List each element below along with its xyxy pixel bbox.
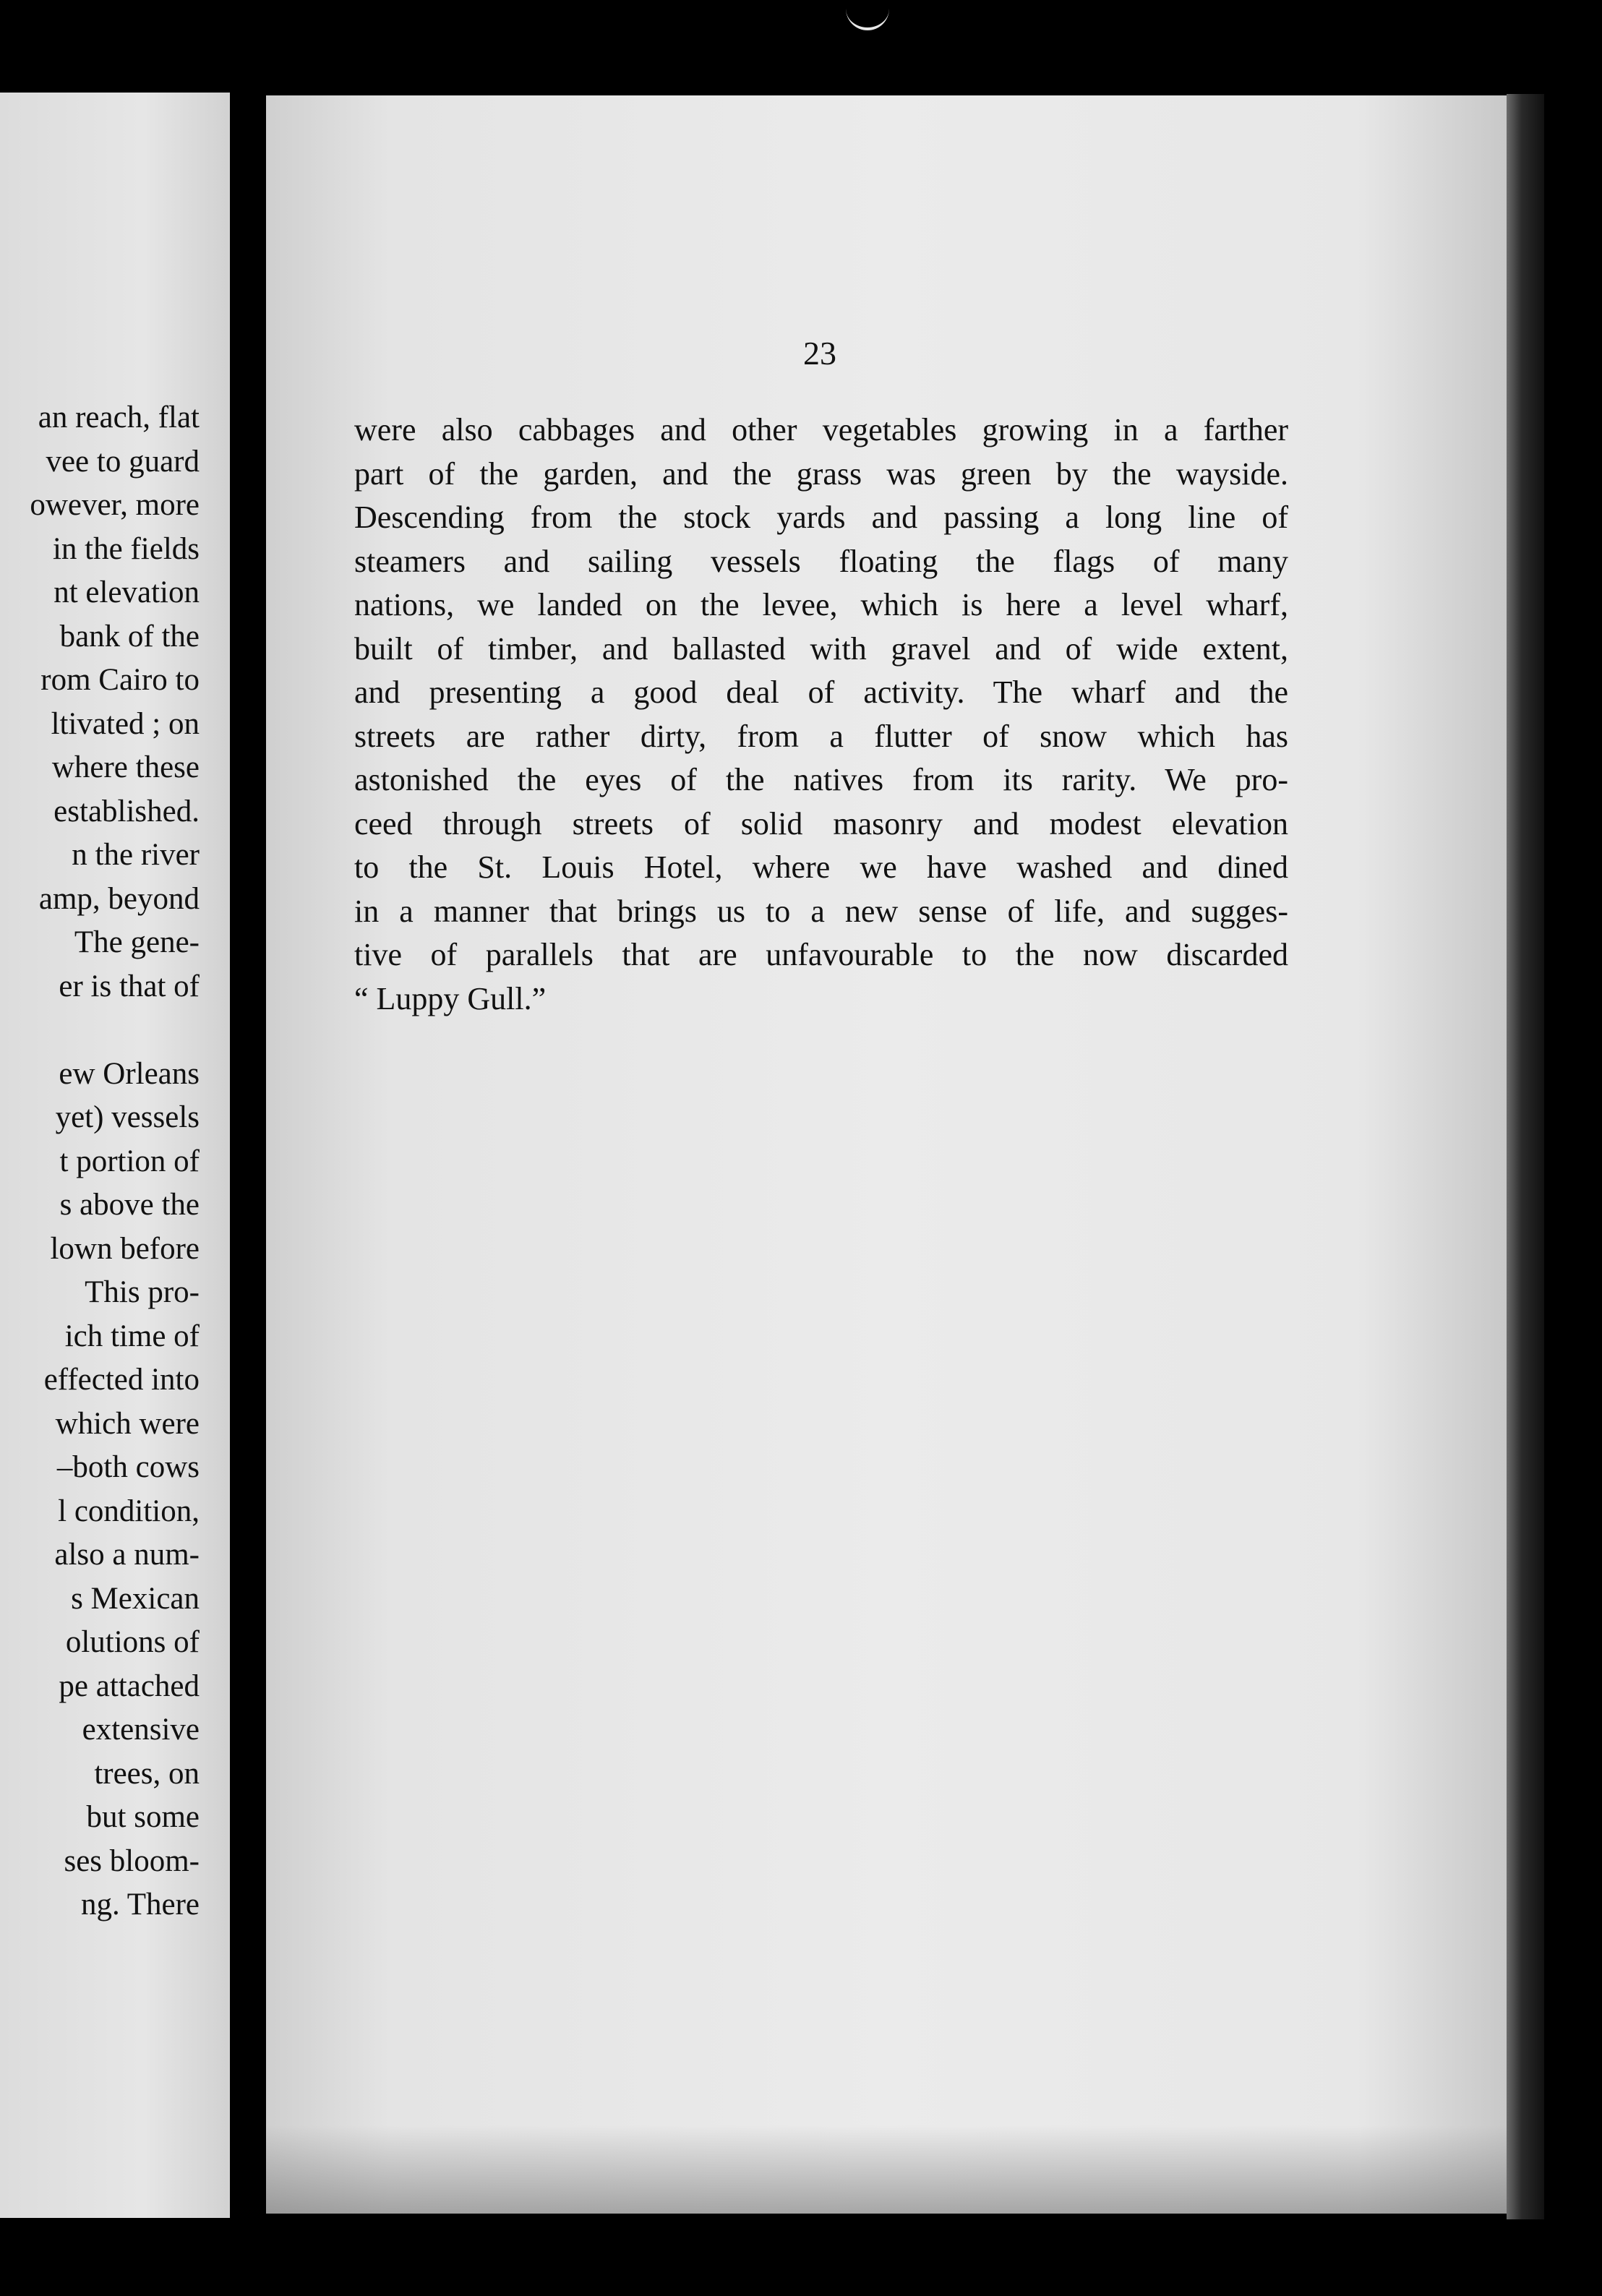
text-line: and presenting a good deal of activity. The wharf and the xyxy=(354,674,1288,710)
text-line: “ Luppy Gull.” xyxy=(354,980,547,1016)
left-line: ng. There xyxy=(81,1888,200,1922)
text-line: Descending from the stock yards and passing a long line of xyxy=(354,500,1288,535)
left-line: amp, beyond xyxy=(38,881,200,916)
text-line: in a manner that brings us to a new sense of life, and sugges- xyxy=(354,893,1288,929)
page-bottom-shadow xyxy=(266,2125,1507,2214)
left-line: ses bloom- xyxy=(64,1843,200,1878)
left-line: The gene- xyxy=(74,925,200,959)
left-line: vee to guard xyxy=(46,444,200,479)
text-line: streets are rather dirty, from a flutter of snow which has xyxy=(354,718,1288,754)
left-line: t portion of xyxy=(59,1144,200,1178)
left-line: –both cows xyxy=(56,1450,200,1484)
left-line: er is that of xyxy=(59,969,200,1003)
left-line: where these xyxy=(51,750,200,784)
left-line: effected into xyxy=(43,1363,200,1397)
left-line: also a num- xyxy=(54,1538,200,1572)
left-line: l condition, xyxy=(58,1494,200,1528)
left-line: an reach, flat xyxy=(38,400,200,434)
left-line: trees, on xyxy=(94,1756,200,1791)
left-line: rom Cairo to xyxy=(40,663,200,697)
left-line: extensive xyxy=(82,1713,200,1747)
left-line: established. xyxy=(53,794,200,828)
text-line: built of timber, and ballasted with gravel and of wide extent, xyxy=(354,630,1288,667)
left-page-text xyxy=(0,396,200,1927)
left-line: pe attached xyxy=(59,1669,200,1703)
left-line-blank xyxy=(0,1008,200,1053)
left-line: yet) vessels xyxy=(55,1100,200,1134)
page-edge-shadow xyxy=(1507,94,1544,2219)
book-gutter xyxy=(230,93,267,2225)
left-facing-page xyxy=(0,93,240,2218)
left-line: olutions of xyxy=(65,1625,200,1659)
text-line: steamers and sailing vessels floating the flags of many xyxy=(354,543,1288,579)
text-line: astonished the eyes of the natives from its rarity. We pro- xyxy=(354,762,1288,797)
page-body-text xyxy=(354,408,1288,1021)
left-line: which were xyxy=(55,1406,200,1441)
left-line: ew Orleans xyxy=(59,1056,200,1091)
left-line: n the river xyxy=(72,838,200,872)
text-line: ceed through streets of solid masonry and modest elevation xyxy=(354,805,1288,841)
text-line: were also cabbages and other vegetables growing in a farther xyxy=(354,412,1288,447)
left-line: lown before xyxy=(50,1231,200,1266)
left-line: ltivated ; on xyxy=(51,706,200,741)
text-line: part of the garden, and the grass was green by the wayside. xyxy=(354,455,1288,492)
scan-mark xyxy=(846,6,889,30)
left-line: owever, more xyxy=(30,488,200,522)
text-line: to the St. Louis Hotel, where we have washed and dined xyxy=(354,849,1288,885)
left-line: but some xyxy=(86,1800,200,1834)
left-line: s Mexican xyxy=(71,1581,200,1616)
page-number: 23 xyxy=(803,335,836,372)
left-line: nt elevation xyxy=(53,575,200,609)
text-line: tive of parallels that are unfavourable to the now discarded xyxy=(354,937,1288,972)
text-line: nations, we landed on the levee, which is here a level wharf, xyxy=(354,587,1288,622)
left-line: bank of the xyxy=(59,619,200,654)
left-line: This pro- xyxy=(85,1275,200,1309)
left-line: in the fields xyxy=(52,531,200,566)
left-line: ich time of xyxy=(64,1319,200,1353)
left-line: s above the xyxy=(59,1188,200,1222)
